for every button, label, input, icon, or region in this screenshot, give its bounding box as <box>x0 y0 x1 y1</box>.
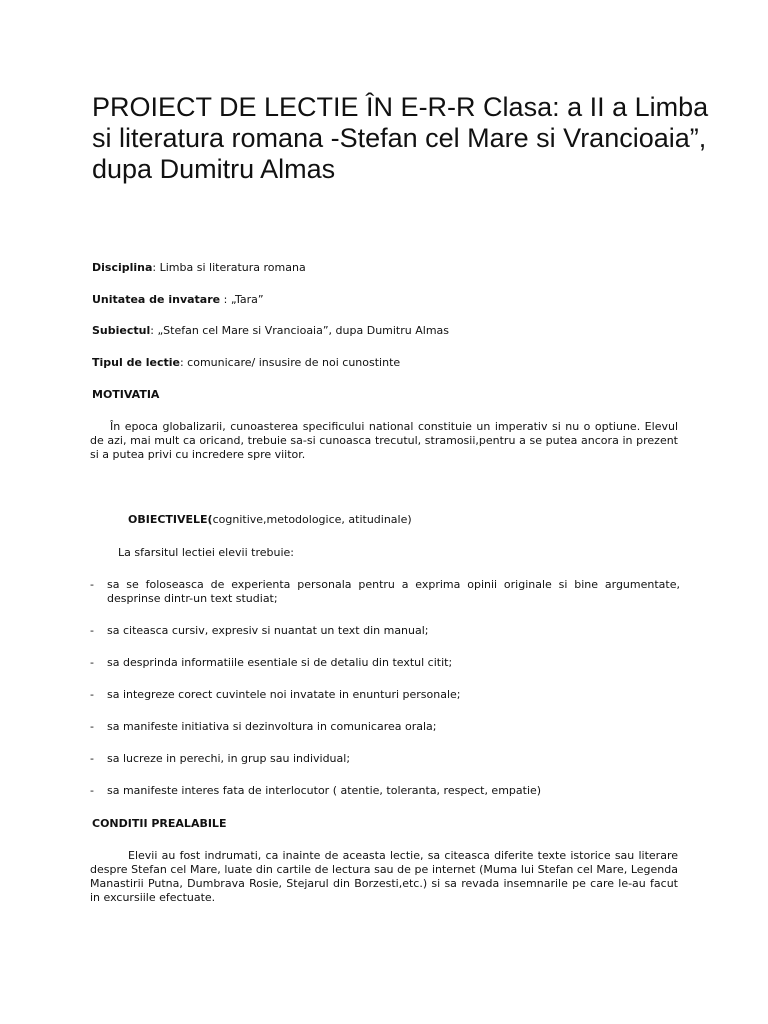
list-item <box>90 688 680 702</box>
field-value: : comunicare/ insusire de noi cunostinte <box>179 356 401 369</box>
conditii-paragraph: Elevii au fost indrumati, ca inainte de aceasta lectie, sa citeasca diferite texte istorice sau literare despre Stefan cel Mare, luate din cartile de lectura sau de pe internet (Muma lui Stefan cel Mare, Legenda Manastirii Putna, Dumbrava Rosie, Stejarul din Borzesti,etc.) si sa revada insemnarile pe care le-au facut in excursiile efectuate. <box>90 849 678 904</box>
field-value: : „Tara” <box>220 293 264 306</box>
list-dash: - <box>90 624 94 637</box>
list-dash: - <box>90 784 94 797</box>
list-dash: - <box>90 688 94 701</box>
document-title: PROIECT DE LECTIE ÎN E-R-R Clasa: a II a Limba si literatura romana -Stefan cel Mare si Vrancioaia”, dupa Dumitru Almas <box>92 92 709 184</box>
list-item <box>90 624 680 638</box>
field-label: Unitatea de invatare <box>92 293 221 306</box>
objectives-heading-note: cognitive,metodologice, atitudinale) <box>212 513 412 526</box>
field-value: : Limba si literatura romana <box>152 261 306 274</box>
field-unitatea <box>92 293 264 307</box>
list-item <box>90 720 680 734</box>
section-heading-motivatia: MOTIVATIA <box>92 388 160 401</box>
field-label: Disciplina <box>92 261 153 274</box>
list-item-text: sa manifeste interes fata de interlocutor ( atentie, toleranta, respect, empatie) <box>107 784 542 797</box>
field-label: Subiectul <box>92 324 151 337</box>
list-item <box>90 784 680 798</box>
objectives-intro: La sfarsitul lectiei elevii trebuie: <box>118 546 294 559</box>
list-item-text: sa integreze corect cuvintele noi invatate in enunturi personale; <box>107 688 461 701</box>
list-item <box>90 752 680 766</box>
list-item-text: sa manifeste initiativa si dezinvoltura in comunicarea orala; <box>107 720 437 733</box>
field-label: Tipul de lectie <box>92 356 180 369</box>
field-subiectul <box>92 324 449 338</box>
field-disciplina <box>92 261 306 275</box>
list-item <box>90 656 680 670</box>
list-item-text: sa desprinda informatiile esentiale si de detaliu din textul citit; <box>107 656 453 669</box>
field-tipul <box>92 356 400 370</box>
list-item <box>90 578 680 606</box>
list-item-text: sa lucreze in perechi, in grup sau individual; <box>107 752 351 765</box>
list-dash: - <box>90 656 94 669</box>
list-dash: - <box>90 752 94 765</box>
objectives-heading-label: OBIECTIVELE( <box>128 513 213 526</box>
list-dash: - <box>90 578 94 591</box>
list-dash: - <box>90 720 94 733</box>
motivatia-paragraph: În epoca globalizarii, cunoasterea specificului national constituie un imperativ si nu o optiune. Elevul de azi, mai mult ca oricand, trebuie sa-si cunoasca trecutul, stramosii,pentru a se putea ancora in prezent si a putea privi cu incredere spre viitor. <box>90 420 678 461</box>
field-value: : „Stefan cel Mare si Vrancioaia”, dupa Dumitru Almas <box>150 324 450 337</box>
objectives-heading <box>128 513 412 527</box>
list-item-text: sa se foloseasca de experienta personala pentru a exprima opinii originale si bine argumentate, desprinse dintr-un text studiat; <box>107 578 680 605</box>
list-item-text: sa citeasca cursiv, expresiv si nuantat un text din manual; <box>107 624 429 637</box>
section-heading-conditii: CONDITII PREALABILE <box>92 817 227 830</box>
